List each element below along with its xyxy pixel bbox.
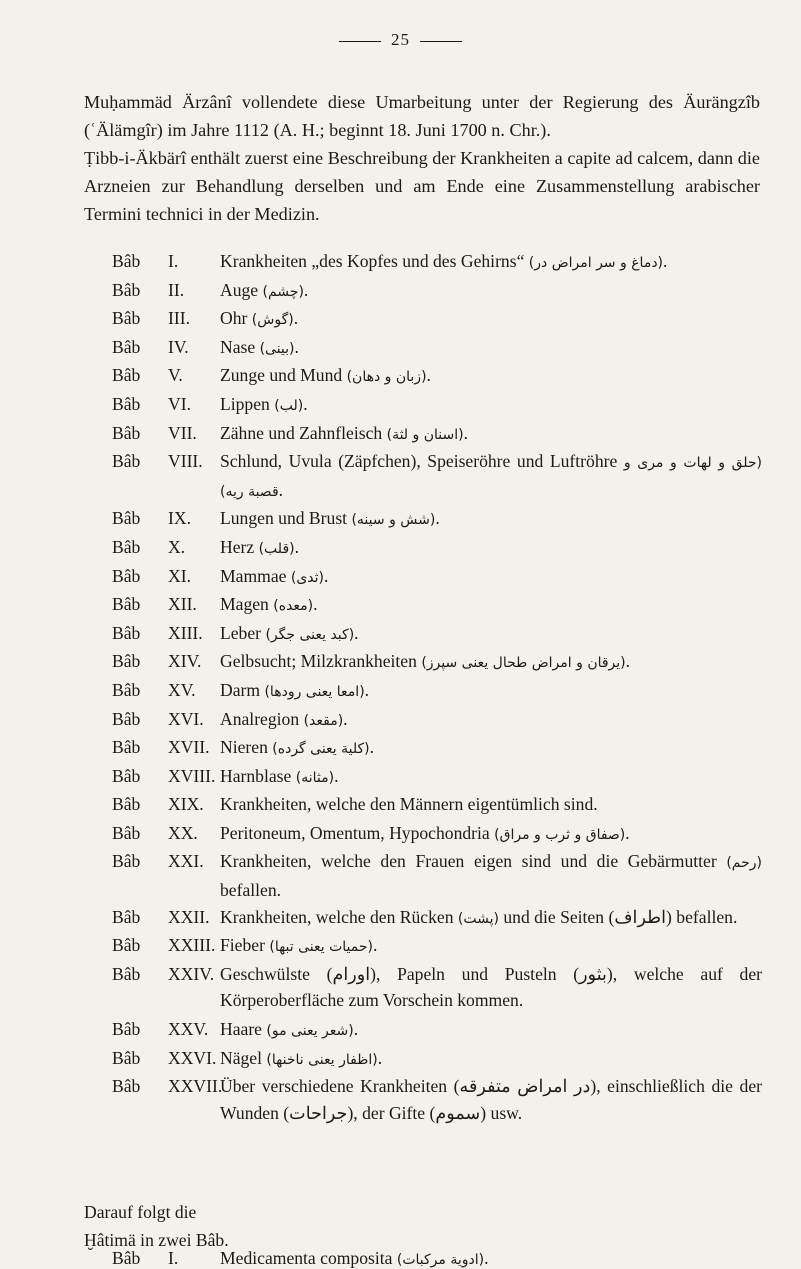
chapter-row xyxy=(112,734,762,763)
chapter-after: . xyxy=(353,1019,359,1040)
chapter-row xyxy=(112,305,762,334)
chapter-arabic: (امعا یعنی رودها) xyxy=(264,683,365,700)
chapter-text xyxy=(220,1073,762,1128)
chapter-arabic: (صفاق و ثرب و مراق) xyxy=(494,826,626,843)
chapter-label: Nase xyxy=(220,336,256,357)
chapter-bab: Bâb xyxy=(112,1019,141,1040)
chapter-after: . xyxy=(369,737,375,758)
chapter-row xyxy=(112,334,762,363)
chapter-text xyxy=(220,563,762,592)
chapter-text xyxy=(220,1045,762,1074)
chapter-number: XIX. xyxy=(168,794,204,815)
chapter-number: XXVII. xyxy=(168,1076,223,1097)
chapter-arabic: (شش و سینه) xyxy=(351,512,436,529)
chapter-text xyxy=(220,362,762,391)
chapter-row xyxy=(112,904,762,933)
chapter-arabic: (گوش) xyxy=(251,312,294,329)
chapter-after: . xyxy=(278,479,284,500)
chapter-bab: Bâb xyxy=(112,765,141,786)
chapter-label: Krankheiten, welche den Frauen eigen sind und die Gebärmutter xyxy=(220,851,717,872)
chapter-bab: Bâb xyxy=(112,794,141,815)
chapter-list xyxy=(112,248,762,1128)
chapter-text xyxy=(220,763,762,792)
chapter-text xyxy=(220,848,762,903)
chapter-number: XX. xyxy=(168,822,198,843)
chapter-text xyxy=(220,1016,762,1045)
chapter-after: . xyxy=(377,1047,383,1068)
intro-paragraph-1: Muḥammäd Ärzânî vollendete diese Umarbeitung unter der Regierung des Äurängzîb (ʿÄlämgîr) im Jahre 1112 (A. H.; beginnt 18. Juni 1700 n. Chr.). xyxy=(84,92,760,140)
chapter-number: XVII. xyxy=(168,737,210,758)
chapter-bab: Bâb xyxy=(112,935,141,956)
chapter-number: XXI. xyxy=(168,851,204,872)
chapter-after: befallen. xyxy=(220,880,282,901)
chapter-arabic: (مثانه) xyxy=(295,769,335,786)
chapter-bab: Bâb xyxy=(112,1047,141,1068)
chapter-row xyxy=(112,1045,762,1074)
chapter-row xyxy=(112,248,762,277)
chapter-label: Gelbsucht; Milzkrankheiten xyxy=(220,651,417,672)
chapter-label: Schlund, Uvula (Zäpfchen), Speiseröhre und Luftröhre xyxy=(220,451,618,472)
chapter-text xyxy=(220,391,762,420)
dash-right xyxy=(420,41,462,42)
chapter-row xyxy=(112,620,762,649)
chapter-label: Krankheiten, welche den Männern eigentümlich sind. xyxy=(220,794,598,815)
chapter-bab: Bâb xyxy=(112,451,141,472)
chapter-arabic: (حمیات یعنی تبها) xyxy=(269,939,373,956)
final-text xyxy=(220,1248,489,1269)
chapter-label: Analregion xyxy=(220,708,300,729)
chapter-text xyxy=(220,505,762,534)
chapter-row xyxy=(112,791,762,820)
chapter-bab: Bâb xyxy=(112,651,141,672)
chapter-bab: Bâb xyxy=(112,279,141,300)
chapter-bab: Bâb xyxy=(112,708,141,729)
chapter-number: XVIII. xyxy=(168,765,216,786)
chapter-row xyxy=(112,932,762,961)
chapter-row xyxy=(112,505,762,534)
chapter-bab: Bâb xyxy=(112,565,141,586)
chapter-label: Ohr xyxy=(220,308,248,329)
page-number: 25 xyxy=(391,30,410,49)
chapter-text xyxy=(220,932,762,961)
chapter-bab: Bâb xyxy=(112,594,141,615)
chapter-row xyxy=(112,1016,762,1045)
chapter-row xyxy=(112,534,762,563)
chapter-row xyxy=(112,706,762,735)
chapter-bab: Bâb xyxy=(112,422,141,443)
hatima-text: Ḫâtimä in zwei Bâb. xyxy=(84,1230,229,1250)
chapter-label: Darm xyxy=(220,679,261,700)
chapter-number: I. xyxy=(168,251,179,271)
chapter-after: . xyxy=(294,536,299,557)
chapter-label: Magen xyxy=(220,594,269,615)
chapter-number: III. xyxy=(168,308,190,329)
chapter-number: XXV. xyxy=(168,1019,209,1040)
chapter-text xyxy=(220,904,762,933)
chapter-number: VI. xyxy=(168,393,191,414)
chapter-after: . xyxy=(303,393,308,414)
chapter-label: Krankheiten „des Kopfes und des Gehirns“ xyxy=(220,251,525,271)
chapter-bab: Bâb xyxy=(112,508,141,529)
chapter-bab: Bâb xyxy=(112,906,141,927)
chapter-arabic: (پشت) xyxy=(457,910,499,927)
chapter-label: Nieren xyxy=(220,737,268,758)
chapter-label: Haare xyxy=(220,1019,262,1040)
chapter-label: Peritoneum, Omentum, Hypochondria xyxy=(220,822,490,843)
chapter-arabic: (رحم) xyxy=(726,855,762,872)
chapter-arabic: (اظفار یعنی ناخنها) xyxy=(266,1051,378,1068)
chapter-label: Über verschiedene Krankheiten (در امراض متفرقه), einschließlich die der Wunden (جراحات), der Gifte (سموم) usw. xyxy=(220,1076,762,1123)
chapter-after: . xyxy=(334,765,339,786)
chapter-label: Lippen xyxy=(220,393,270,414)
chapter-number: XII. xyxy=(168,594,197,615)
chapter-row xyxy=(112,763,762,792)
chapter-bab: Bâb xyxy=(112,963,141,984)
chapter-number: XXIII. xyxy=(168,935,216,956)
chapter-label: Auge xyxy=(220,279,259,300)
chapter-row xyxy=(112,277,762,306)
final-num: I. xyxy=(168,1248,179,1268)
chapter-number: IV. xyxy=(168,336,189,357)
chapter-arabic: (زبان و دهان) xyxy=(346,369,427,386)
chapter-arabic: (شعر یعنی مو) xyxy=(266,1023,354,1040)
chapter-number: XXII. xyxy=(168,906,210,927)
page-number-line xyxy=(0,30,801,50)
chapter-label: Herz xyxy=(220,536,255,557)
chapter-number: V. xyxy=(168,365,183,386)
chapter-number: XV. xyxy=(168,679,196,700)
chapter-row xyxy=(112,563,762,592)
chapter-label: Geschwülste (اورام), Papeln und Pusteln (بثور), welche auf der Körperoberfläche zum Vorschein kommen. xyxy=(220,963,763,1011)
chapter-after: . xyxy=(435,508,440,529)
chapter-bab: Bâb xyxy=(112,851,141,872)
chapter-row xyxy=(112,448,762,505)
chapter-after: . xyxy=(294,336,299,357)
final-bab: Bâb xyxy=(112,1248,141,1268)
chapter-after: . xyxy=(663,251,668,271)
chapter-after: . xyxy=(364,679,370,700)
chapter-arabic: (لب) xyxy=(274,397,304,414)
chapter-text xyxy=(220,305,762,334)
followup-text: Darauf folgt die xyxy=(84,1202,197,1222)
chapter-bab: Bâb xyxy=(112,679,141,700)
chapter-number: XXIV. xyxy=(168,963,215,984)
chapter-row xyxy=(112,961,762,1016)
chapter-label: Krankheiten, welche den Rücken xyxy=(220,906,454,927)
chapter-text xyxy=(220,620,762,649)
chapter-text xyxy=(220,248,762,277)
final-label: Medicamenta composita xyxy=(220,1248,393,1268)
chapter-bab: Bâb xyxy=(112,737,141,758)
chapter-number: XIII. xyxy=(168,622,203,643)
chapter-bab: Bâb xyxy=(112,536,141,557)
chapter-arabic: (دماغ و سر امراض در) xyxy=(528,255,664,271)
chapter-text xyxy=(220,706,762,735)
chapter-after: und die Seiten (اطراف) befallen. xyxy=(498,906,738,927)
dash-left xyxy=(339,41,381,42)
chapter-label: Lungen und Brust xyxy=(220,508,348,529)
chapter-arabic: (کبد یعنی جگر) xyxy=(265,626,355,643)
final-after: . xyxy=(484,1248,489,1268)
chapter-text xyxy=(220,648,762,677)
chapter-arabic: (کلیة یعنی گرده) xyxy=(272,741,370,758)
chapter-text xyxy=(220,420,762,449)
chapter-after: . xyxy=(426,365,431,386)
chapter-arabic: (مقعد) xyxy=(303,712,344,729)
chapter-text xyxy=(220,448,762,505)
chapter-after: . xyxy=(463,422,468,443)
chapter-row xyxy=(112,820,762,849)
chapter-bab: Bâb xyxy=(112,822,141,843)
chapter-number: XVI. xyxy=(168,708,204,729)
chapter-text xyxy=(220,277,762,306)
chapter-text xyxy=(220,734,762,763)
chapter-bab: Bâb xyxy=(112,393,141,414)
chapter-text xyxy=(220,961,762,1016)
chapter-number: II. xyxy=(168,279,185,300)
chapter-label: Zunge und Mund xyxy=(220,365,343,386)
chapter-after: . xyxy=(354,622,359,643)
chapter-after: . xyxy=(324,565,329,586)
chapter-row xyxy=(112,420,762,449)
chapter-arabic: (چشم) xyxy=(262,283,304,300)
chapter-text xyxy=(220,791,762,820)
chapter-text xyxy=(220,334,762,363)
chapter-row xyxy=(112,677,762,706)
chapter-arabic: (بینی) xyxy=(259,340,295,357)
chapter-arabic: (معده) xyxy=(273,598,314,615)
chapter-bab: Bâb xyxy=(112,1076,141,1097)
intro-text xyxy=(84,88,760,228)
chapter-label: Zähne und Zahnfleisch xyxy=(220,422,383,443)
chapter-number: XIV. xyxy=(168,651,202,672)
chapter-after: . xyxy=(313,594,318,615)
chapter-text xyxy=(220,820,762,849)
chapter-row xyxy=(112,591,762,620)
chapter-row xyxy=(112,1073,762,1128)
chapter-bab: Bâb xyxy=(112,308,141,329)
chapter-text xyxy=(220,677,762,706)
chapter-after: . xyxy=(625,651,631,672)
chapter-bab: Bâb xyxy=(112,251,141,271)
chapter-row xyxy=(112,648,762,677)
chapter-arabic: (حلق و لهات و مری و قصبة ریه) xyxy=(220,455,763,500)
chapter-arabic: (ثدی) xyxy=(290,569,324,586)
chapter-after: . xyxy=(373,935,378,956)
chapter-bab: Bâb xyxy=(112,622,141,643)
chapter-after: . xyxy=(625,822,630,843)
chapter-bab: Bâb xyxy=(112,336,141,357)
chapter-arabic: (یرقان و امراض طحال یعنی سپرز) xyxy=(421,655,626,672)
chapter-bab: Bâb xyxy=(112,365,141,386)
chapter-label: Nägel xyxy=(220,1047,263,1068)
chapter-label: Fieber xyxy=(220,935,265,956)
chapter-arabic: (قلب) xyxy=(258,540,295,557)
chapter-row xyxy=(112,848,762,903)
final-chapter xyxy=(112,1248,489,1269)
chapter-label: Mammae xyxy=(220,565,287,586)
intro-paragraph-2: Ṭibb-i-Äkbärî enthält zuerst eine Beschreibung der Krankheiten a capite ad calcem, dann die Arzneien zur Behandlung derselben und am Ende eine Zusammenstellung arabischer Termini technici in der Medizin. xyxy=(84,148,760,224)
chapter-row xyxy=(112,391,762,420)
chapter-text xyxy=(220,534,762,563)
chapter-label: Leber xyxy=(220,622,262,643)
chapter-number: XXVI. xyxy=(168,1047,217,1068)
chapter-after: . xyxy=(303,279,309,300)
chapter-number: IX. xyxy=(168,508,191,529)
chapter-arabic: (اسنان و لثة) xyxy=(386,426,464,443)
final-arabic: (ادویة مرکبات) xyxy=(396,1252,485,1268)
chapter-row xyxy=(112,362,762,391)
chapter-after: . xyxy=(293,308,299,329)
chapter-number: VII. xyxy=(168,422,197,443)
chapter-label: Harnblase xyxy=(220,765,292,786)
chapter-text xyxy=(220,591,762,620)
chapter-number: VIII. xyxy=(168,451,203,472)
chapter-after: . xyxy=(343,708,348,729)
chapter-number: XI. xyxy=(168,565,191,586)
chapter-number: X. xyxy=(168,536,186,557)
